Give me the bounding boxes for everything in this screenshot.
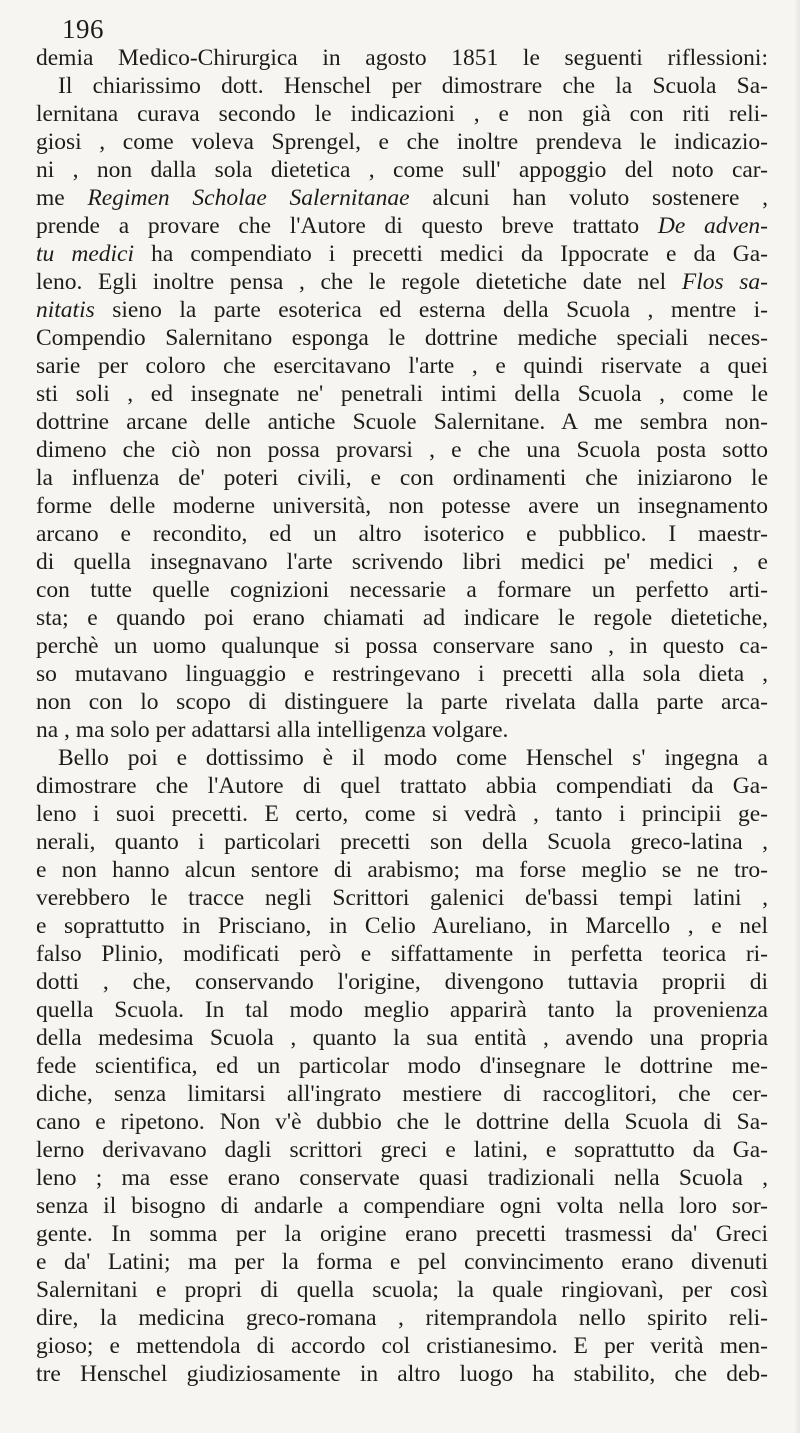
- italic-text: De adven-: [657, 213, 768, 239]
- text-line: perchè un uomo qualunque si possa conservare sano , in questo ca-: [36, 633, 768, 659]
- text-line: forme delle moderne università, non potesse avere un insegnamento: [36, 493, 768, 519]
- body-text: [36, 44, 768, 1388]
- text-line: gioso; e mettendola di accordo col cristianesimo. E per verità men-: [36, 1333, 768, 1359]
- text-segment: leno. Egli inoltre pensa , che le regole dietetiche date nel: [36, 269, 682, 295]
- text-line: dire, la medicina greco-romana , ritemprandola nello spirito reli-: [36, 1305, 768, 1331]
- text-line: [36, 184, 768, 212]
- text-line: tre Henschel giudiziosamente in altro luogo ha stabilito, che deb-: [36, 1361, 768, 1387]
- text-line: gente. In somma per la origine erano precetti trasmessi da' Greci: [36, 1221, 768, 1247]
- text-line: [36, 268, 768, 296]
- text-line: diche, senza limitarsi all'ingrato mestiere di raccoglitori, che cer-: [36, 1081, 768, 1107]
- text-line: arcano e recondito, ed un altro isoterico e pubblico. I maestr-: [36, 521, 768, 547]
- text-line: [36, 296, 768, 324]
- italic-text: tu medici: [36, 241, 134, 267]
- text-line: lernitana curava secondo le indicazioni , e non già con riti reli-: [36, 101, 768, 127]
- text-segment: sieno la parte esoterica ed esterna della Scuola , mentre i-: [94, 297, 768, 323]
- text-line: e soprattutto in Prisciano, in Celio Aureliano, in Marcello , e nel: [36, 913, 768, 939]
- text-segment: me: [36, 185, 88, 211]
- text-line: so mutavano linguaggio e restringevano i precetti alla sola dieta ,: [36, 661, 768, 687]
- italic-text: nitatis: [36, 297, 95, 323]
- text-line: quella Scuola. In tal modo meglio apparirà tanto la provenienza: [36, 997, 768, 1023]
- text-line: sarie per coloro che esercitavano l'arte , e quindi riservate a quei: [36, 353, 768, 379]
- text-line: leno i suoi precetti. E certo, come si vedrà , tanto i principii ge-: [36, 801, 768, 827]
- text-line: dimeno che ciò non possa provarsi , e che una Scuola posta sotto: [36, 437, 768, 463]
- text-line: della medesima Scuola , quanto la sua entità , avendo una propria: [36, 1025, 768, 1051]
- text-line: lerno derivavano dagli scrittori greci e latini, e soprattutto da Ga-: [36, 1137, 768, 1163]
- text-line: Bello poi e dottissimo è il modo come Henschel s' ingegna a: [58, 745, 768, 771]
- text-line: dotti , che, conservando l'origine, divengono tuttavia proprii di: [36, 969, 768, 995]
- text-line: sti soli , ed insegnate ne' penetrali intimi della Scuola , come le: [36, 381, 768, 407]
- text-line: e da' Latini; ma per la forma e pel convincimento erano divenuti: [36, 1249, 768, 1275]
- text-line: la influenza de' poteri civili, e con ordinamenti che iniziarono le: [36, 465, 768, 491]
- text-line: Il chiarissimo dott. Henschel per dimostrare che la Scuola Sa-: [58, 73, 768, 99]
- text-line: e non hanno alcun sentore di arabismo; ma forse meglio se ne tro-: [36, 857, 768, 883]
- text-segment: ha compendiato i precetti medici da Ippocrate e da Ga-: [134, 241, 768, 267]
- italic-text: Regimen Scholae Salernitanae: [87, 185, 410, 211]
- text-line: verebbero le tracce negli Scrittori galenici de'bassi tempi latini ,: [36, 885, 768, 911]
- text-line: falso Plinio, modificati però e siffattamente in perfetta teorica ri-: [36, 941, 768, 967]
- text-segment: alcuni han voluto sostenere ,: [409, 185, 768, 211]
- text-line: ni , non dalla sola dietetica , come sull' appoggio del noto car-: [36, 157, 768, 183]
- text-line: cano e ripetono. Non v'è dubbio che le dottrine della Scuola di Sa-: [36, 1109, 768, 1135]
- text-line: con tutte quelle cognizioni necessarie a formare un perfetto arti-: [36, 577, 768, 603]
- page-edge-shadow: [794, 0, 800, 1433]
- text-line: leno ; ma esse erano conservate quasi tradizionali nella Scuola ,: [36, 1165, 768, 1191]
- text-line: na , ma solo per adattarsi alla intelligenza volgare.: [36, 717, 509, 743]
- text-line: demia Medico-Chirurgica in agosto 1851 le seguenti riflessioni:: [36, 45, 768, 71]
- text-line: non con lo scopo di distinguere la parte rivelata dalla parte arca-: [36, 689, 768, 715]
- text-line: Compendio Salernitano esponga le dottrine mediche speciali neces-: [36, 325, 768, 351]
- text-line: [36, 240, 768, 268]
- text-line: fede scientifica, ed un particolar modo d'insegnare le dottrine me-: [36, 1053, 768, 1079]
- page-number: 196: [62, 14, 104, 44]
- text-segment: prende a provare che l'Autore di questo breve trattato: [36, 213, 658, 239]
- text-line: sta; e quando poi erano chiamati ad indicare le regole dietetiche,: [36, 605, 768, 631]
- italic-text: Flos sa-: [681, 269, 768, 295]
- text-line: Salernitani e propri di quella scuola; la quale ringiovanì, per così: [36, 1277, 768, 1303]
- text-line: nerali, quanto i particolari precetti son della Scuola greco-latina ,: [36, 829, 768, 855]
- text-line: di quella insegnavano l'arte scrivendo libri medici pe' medici , e: [36, 549, 768, 575]
- text-line: [36, 212, 768, 240]
- text-line: dottrine arcane delle antiche Scuole Salernitane. A me sembra non-: [36, 409, 768, 435]
- text-line: dimostrare che l'Autore di quel trattato abbia compendiati da Ga-: [36, 773, 768, 799]
- text-line: senza il bisogno di andarle a compendiare ogni volta nella loro sor-: [36, 1193, 768, 1219]
- text-line: giosi , come voleva Sprengel, e che inoltre prendeva le indicazio-: [36, 129, 768, 155]
